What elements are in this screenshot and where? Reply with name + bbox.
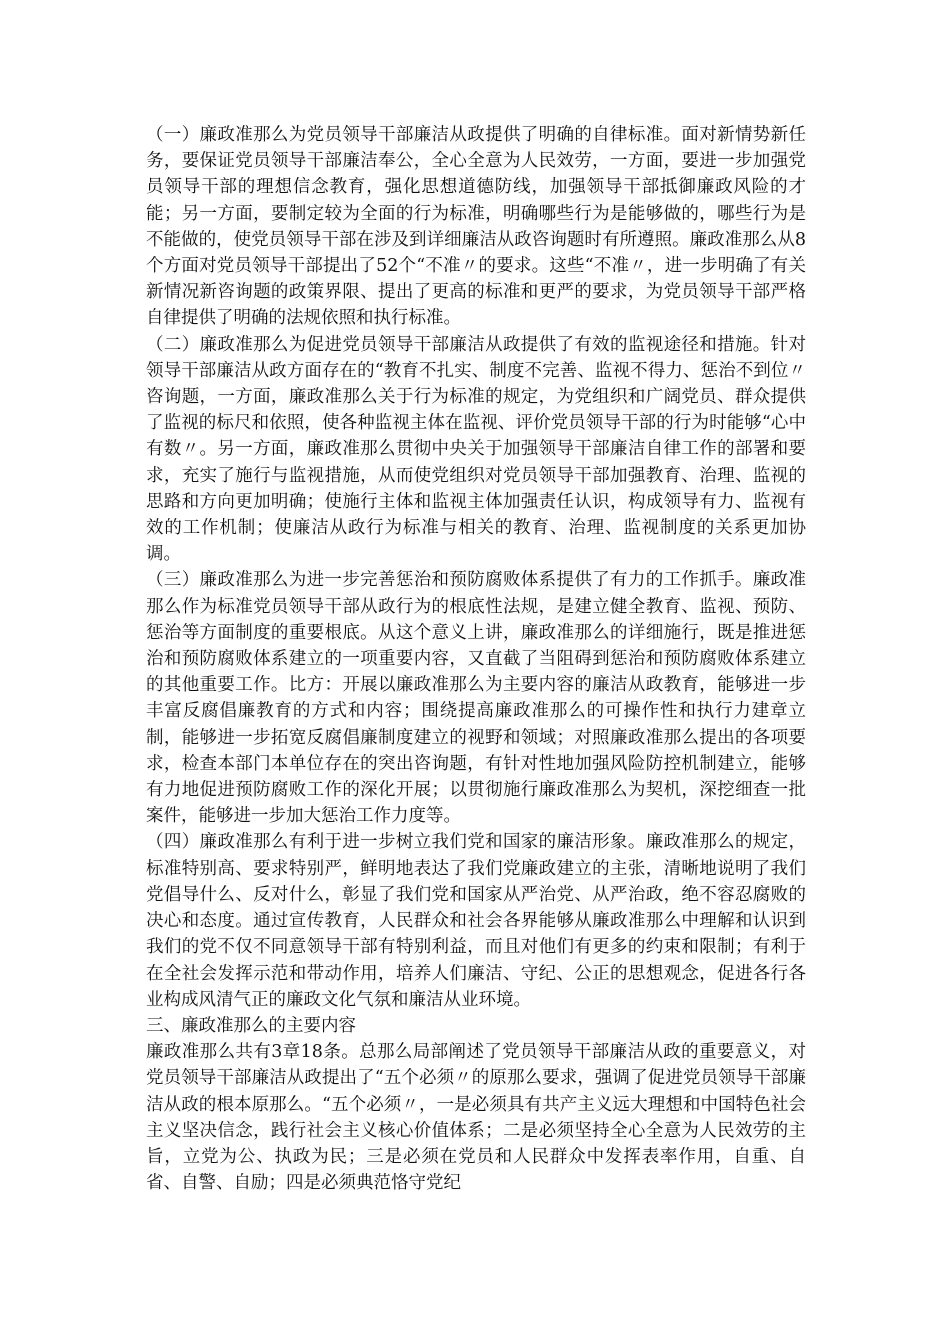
section-heading: 三、廉政准那么的主要内容: [146, 1015, 356, 1036]
document-body: [146, 122, 806, 1196]
paragraph-1: （一）廉政准那么为党员领导干部廉洁从政提供了明确的自律标准。面对新情势新任务，要保证党员领导干部廉洁奉公，全心全意为人民效劳，一方面，要进一步加强党员领导干部的理想信念教育，强化思想道德防线，加强领导干部抵御廉政风险的才能；另一方面，要制定较为全面的行为标准，明确哪些行为是能够做的，哪些行为是不能做的，使党员领导干部在涉及到详细廉洁从政咨询题时有所遵照。廉政准那么从8个方面对党员领导干部提出了52个“不准〃的要求。这些“不准〃，进一步明确了有关新情况新咨询题的政策界限、提出了更高的标准和更严的要求，为党员领导干部严格自律提供了明确的法规依照和执行标准。: [146, 125, 806, 329]
section-paragraph: 廉政准那么共有3章18条。总那么局部阐述了党员领导干部廉洁从政的重要意义，对党员领导干部廉洁从政提出了“五个必须〃的原那么要求，强调了促进党员领导干部廉洁从政的根本原那么。“五个必须〃，一是必须具有共产主义远大理想和中国特色社会主义坚决信念，践行社会主义核心价值体系；二是必须坚持全心全意为人民效劳的主旨，立党为公、执政为民；三是必须在党员和人民群众中发挥表率作用，自重、自省、自警、自励；四是必须典范恪守党纪: [146, 1042, 806, 1194]
paragraph-2: （二）廉政准那么为促进党员领导干部廉洁从政提供了有效的监视途径和措施。针对领导干部廉洁从政方面存在的“教育不扎实、制度不完善、监视不得力、惩治不到位〃咨询题，一方面，廉政准那么关于行为标准的规定，为党组织和广阔党员、群众提供了监视的标尺和依照，使各种监视主体在监视、评价党员领导干部的行为时能够“心中有数〃。另一方面，廉政准那么贯彻中央关于加强领导干部廉洁自律工作的部署和要求，充实了施行与监视措施，从而使党组织对党员领导干部加强教育、治理、监视的思路和方向更加明确；使施行主体和监视主体加强责任认识，构成领导有力、监视有效的工作机制；使廉洁从政行为标准与相关的教育、治理、监视制度的关系更加协调。: [146, 334, 806, 565]
paragraph-3: （三）廉政准那么为进一步完善惩治和预防腐败体系提供了有力的工作抓手。廉政准那么作为标准党员领导干部从政行为的根底性法规，是建立健全教育、监视、预防、惩治等方面制度的重要根底。从这个意义上讲，廉政准那么的详细施行，既是推进惩治和预防腐败体系建立的一项重要内容，又直截了当阻碍到惩治和预防腐败体系建立的其他重要工作。比方：开展以廉政准那么为主要内容的廉洁从政教育，能够进一步丰富反腐倡廉教育的方式和内容；围绕提高廉政准那么的可操作性和执行力建章立制，能够进一步拓宽反腐倡廉制度建立的视野和领域；对照廉政准那么提出的各项要求，检查本部门本单位存在的突出咨询题，有针对性地加强风险防控机制建立，能够有力地促进预防腐败工作的深化开展；以贯彻施行廉政准那么为契机，深挖细查一批案件，能够进一步加大惩治工作力度等。: [146, 570, 806, 827]
paragraph-4: （四）廉政准那么有利于进一步树立我们党和国家的廉洁形象。廉政准那么的规定，标准特别高、要求特别严，鲜明地表达了我们党廉政建立的主张，清晰地说明了我们党倡导什么、反对什么，彰显了我们党和国家从严治党、从严治政，绝不容忍腐败的决心和态度。通过宣传教育，人民群众和社会各界能够从廉政准那么中理解和认识到我们的党不仅不同意领导干部有特别利益，而且对他们有更多的约束和限制；有利于在全社会发挥示范和带动作用，培养人们廉洁、守纪、公正的思想观念，促进各行各业构成风清气正的廉政文化气氛和廉洁从业环境。: [146, 832, 806, 1010]
